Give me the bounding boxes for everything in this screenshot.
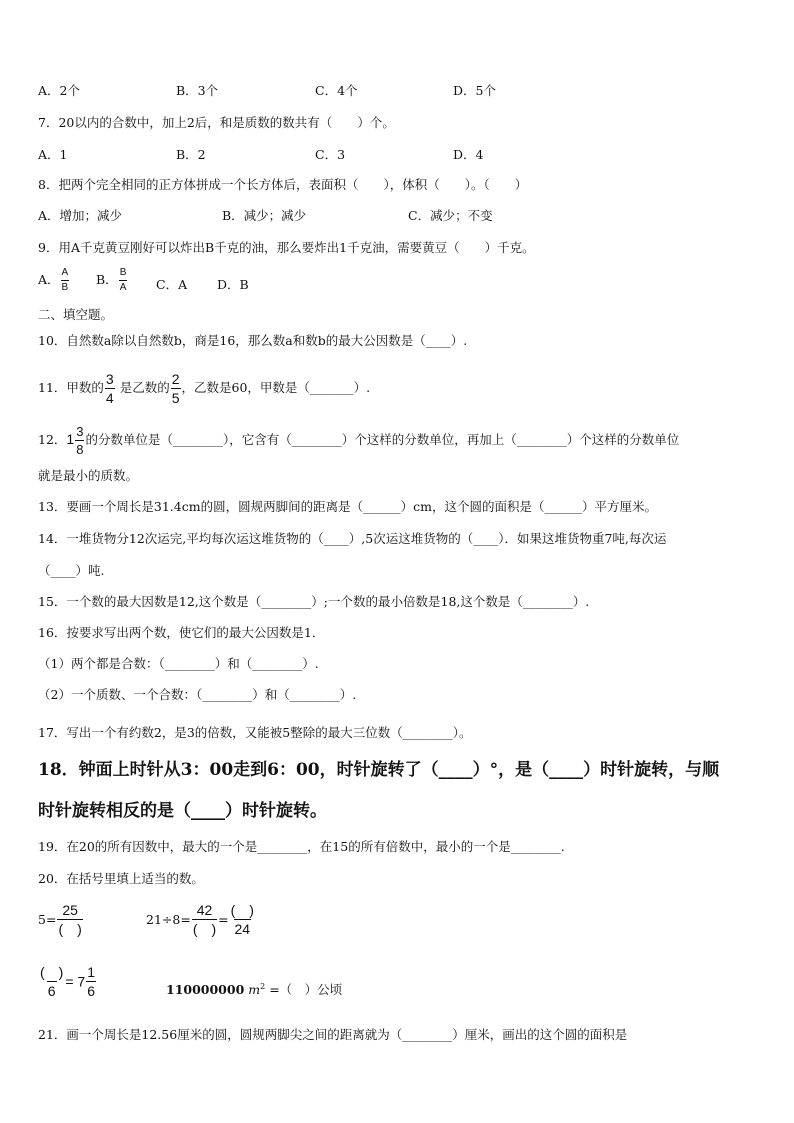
q20-e3-equals: = 7 bbox=[65, 973, 86, 990]
q20-e2-equals: = bbox=[218, 912, 229, 927]
q9-option-a-fraction bbox=[61, 268, 70, 293]
q11-f2-numerator: 2 bbox=[171, 371, 180, 387]
q12-numerator: 3 bbox=[76, 424, 84, 439]
q20-e1-prefix: 5= bbox=[38, 912, 57, 927]
q9-option-a-label: A． bbox=[38, 272, 60, 287]
q6-option-b: B．3个 bbox=[176, 83, 219, 98]
q20-e3-fraction-2 bbox=[86, 965, 96, 998]
q11-fraction-2 bbox=[171, 372, 181, 405]
section-heading: 二、填空题。 bbox=[38, 307, 114, 322]
q9-option-d: D．B bbox=[217, 277, 249, 292]
q20-e2-fraction-1 bbox=[192, 903, 217, 936]
q20-e1-denominator: ( ) bbox=[58, 921, 82, 937]
q20-e1-numerator: 25 bbox=[62, 902, 78, 918]
q9-option-b-fraction bbox=[119, 268, 128, 293]
q20-e2-numerator: 42 bbox=[196, 902, 213, 918]
q20-e4-post: =（ ）公顷 bbox=[269, 982, 343, 997]
q20-e3-fraction-1 bbox=[39, 965, 64, 998]
q13-text: 13．要画一个周长是31.4cm的圆，圆规两脚间的距离是（______）cm，这个圆的面积是（______）平方厘米。 bbox=[38, 499, 657, 514]
q12-line-1 bbox=[38, 422, 679, 457]
q7-option-d: D．4 bbox=[453, 147, 484, 162]
q8-text: 8．把两个完全相同的正方体拼成一个长方体后，表面积（ ），体积（ ）。（ ） bbox=[38, 177, 528, 192]
q20-e3-frac-denominator: 6 bbox=[87, 983, 95, 999]
q11-f2-denominator: 5 bbox=[171, 390, 180, 406]
q9-option-b-numerator: B bbox=[119, 267, 127, 278]
q10-text: 10．自然数a除以自然数b，商是16，那么数a和数b的最大公因数是（____）. bbox=[38, 333, 468, 348]
q11-mid: 是乙数的 bbox=[119, 380, 170, 395]
q20-e3-frac-numerator: 1 bbox=[87, 964, 95, 980]
q11-f1-denominator: 4 bbox=[105, 390, 114, 406]
q21-text: 21．画一个周长是12.56厘米的圆，圆规两脚尖之间的距离就为（________）厘米，画出的这个圆的面积是 bbox=[38, 1027, 628, 1042]
q20-e4-superscript: 2 bbox=[260, 981, 266, 991]
q12-whole: 1 bbox=[66, 431, 75, 447]
q11-pre: 11．甲数的 bbox=[38, 380, 104, 395]
q20-e2-fraction-2 bbox=[230, 903, 255, 936]
q9-option-a-numerator: A bbox=[61, 267, 69, 278]
q20-expression-4 bbox=[166, 980, 342, 998]
q20-expression-2 bbox=[146, 903, 256, 936]
q8-option-c: C．减少；不变 bbox=[408, 208, 493, 223]
q12-denominator: 8 bbox=[76, 442, 84, 457]
q7-option-b: B．2 bbox=[176, 147, 206, 162]
q9-option-b bbox=[96, 268, 128, 293]
q20-e4-number: 110000000 bbox=[166, 982, 245, 997]
q16-part-2: （2）一个质数、一个合数：（________）和（________）. bbox=[38, 687, 357, 702]
q9-option-c: C．A bbox=[156, 277, 188, 292]
q19-text: 19．在20的所有因数中，最大的一个是________，在15的所有倍数中，最小的一个是________. bbox=[38, 839, 565, 854]
q20-e3-numerator: ( ) bbox=[40, 964, 64, 980]
q8-option-b: B．减少；减少 bbox=[222, 208, 307, 223]
q11-line bbox=[38, 370, 370, 406]
q11-post: ，乙数是60，甲数是（_______）. bbox=[181, 380, 371, 395]
q11-f1-numerator: 3 bbox=[105, 371, 114, 387]
q16-text: 16．按要求写出两个数，使它们的最大公因数是1． bbox=[38, 625, 325, 640]
q20-e1-fraction bbox=[57, 903, 82, 936]
q6-option-a: A．2个 bbox=[38, 83, 80, 98]
q20-e4-unit: m bbox=[248, 982, 261, 997]
q12-fraction bbox=[75, 425, 84, 456]
q12-post: 的分数单位是（________），它含有（________）个这样的分数单位，再加上（________）个这样的分数单位 bbox=[85, 432, 680, 447]
q14-line-1: 14．一堆货物分12次运完,平均每次运这堆货物的（____）,5次运这堆货物的（____）．如果这堆货物重7吨,每次运 bbox=[38, 531, 667, 546]
q18-line-1: 18．钟面上时针从3：00走到6：00，时针旋转了（____）°，是（____）时针旋转，与顺 bbox=[38, 760, 720, 780]
q9-text: 9．用A千克黄豆刚好可以炸出B千克的油，那么要炸出1千克油，需要黄豆（ ）千克。 bbox=[38, 240, 535, 255]
q9-option-b-label: B． bbox=[96, 272, 118, 287]
q20-expression-3 bbox=[38, 965, 97, 998]
q20-e2-denominator: ( ) bbox=[192, 921, 217, 937]
q20-e2-numerator-2: ( ) bbox=[230, 902, 254, 918]
q11-fraction-1 bbox=[105, 372, 115, 405]
q9-option-a-denominator: B bbox=[61, 282, 69, 293]
q18-line-2: 时针旋转相反的是（____）时针旋转。 bbox=[38, 801, 327, 821]
q20-e2-denominator-2: 24 bbox=[234, 921, 251, 937]
q17-text: 17．写出一个有约数2，是3的倍数，又能被5整除的最大三位数（________）。 bbox=[38, 725, 472, 740]
q15-text: 15．一个数的最大因数是12,这个数是（________）;一个数的最小倍数是18,这个数是（________）. bbox=[38, 594, 590, 609]
q12-line-2: 就是最小的质数。 bbox=[38, 468, 139, 483]
q20-e3-denominator: 6 bbox=[47, 983, 56, 999]
q20-text: 20．在括号里填上适当的数。 bbox=[38, 871, 204, 886]
q8-option-a: A．增加；减少 bbox=[38, 208, 123, 223]
q7-text: 7．20以内的合数中，加上2后，和是质数的数共有（ ）个。 bbox=[38, 115, 395, 130]
q9-option-b-denominator: A bbox=[119, 282, 127, 293]
q7-option-c: C．3 bbox=[315, 147, 346, 162]
q7-option-a: A．1 bbox=[38, 147, 68, 162]
q6-option-d: D．5个 bbox=[453, 83, 496, 98]
q6-option-c: C．4个 bbox=[315, 83, 358, 98]
q20-expression-1 bbox=[38, 903, 84, 936]
q16-part-1: （1）两个都是合数：（________）和（________）. bbox=[38, 656, 319, 671]
q14-line-2: （____）吨. bbox=[38, 563, 105, 578]
q9-option-a bbox=[38, 268, 70, 293]
q12-pre: 12． bbox=[38, 432, 67, 447]
q20-e2-prefix: 21÷8= bbox=[146, 912, 191, 927]
